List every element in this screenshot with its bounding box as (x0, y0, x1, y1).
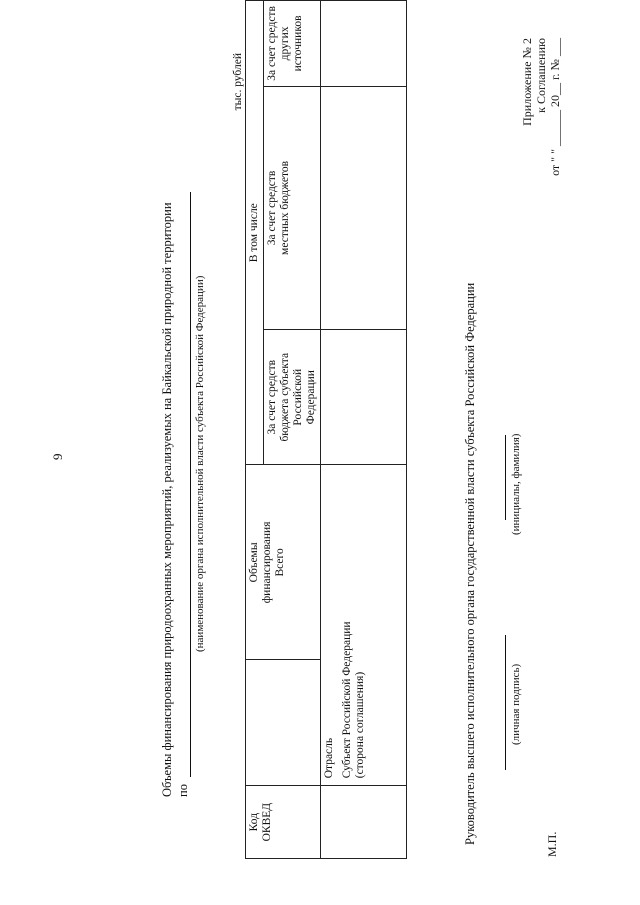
po-label: по (176, 784, 190, 797)
appendix-header (520, 38, 562, 176)
cell-okved-value (321, 786, 407, 859)
table-header-row (246, 1, 264, 859)
initials-line (505, 435, 506, 520)
header-okved: Код ОКВЕД (246, 786, 321, 859)
subject-label: Субъект Российской Федерации (сторона соглашения) (341, 621, 366, 779)
page-number: 9 (50, 453, 65, 460)
cell-sector (321, 465, 407, 786)
table-row (321, 1, 407, 859)
org-name-line (190, 192, 191, 777)
personal-signature-line (505, 635, 506, 770)
signature-title: Руководитель высшего исполнительного органа государственной власти субъекта Российской Федерации (463, 282, 477, 845)
appendix-agreement: к Соглашению (534, 38, 548, 113)
header-sector (246, 660, 321, 786)
cell-total-value (321, 330, 407, 465)
cell-subject-budget-value (321, 86, 407, 329)
appendix-number: Приложение № 2 (520, 38, 534, 126)
header-including: В том числе (246, 1, 264, 465)
financing-table (245, 0, 407, 859)
header-subject-budget: За счет средств бюджета субъекта Российской Федерации (264, 330, 321, 465)
initials-caption: (инициалы, фамилия) (510, 433, 522, 535)
appendix-date-number: от " " ______ 20__ г. № ___ (548, 38, 562, 176)
cell-local-other-value (321, 1, 407, 87)
personal-signature-caption: (личная подпись) (510, 663, 522, 745)
sector-label: Отрасль (323, 737, 335, 779)
document-title: Объемы финансирования природоохранных мероприятий, реализуемых на Байкальской природной территории (160, 202, 174, 797)
header-total: Объемы финансирования Всего (246, 465, 321, 660)
stamp-label: М.П. (545, 831, 559, 857)
header-local-budget: За счет средств местных бюджетов (264, 86, 321, 329)
header-other-sources: За счет средств других источников (264, 1, 321, 87)
org-name-caption: (наименование органа исполнительной власти субъекта Российской Федерации) (194, 275, 206, 652)
units-label: тыс. рублей (232, 53, 244, 111)
